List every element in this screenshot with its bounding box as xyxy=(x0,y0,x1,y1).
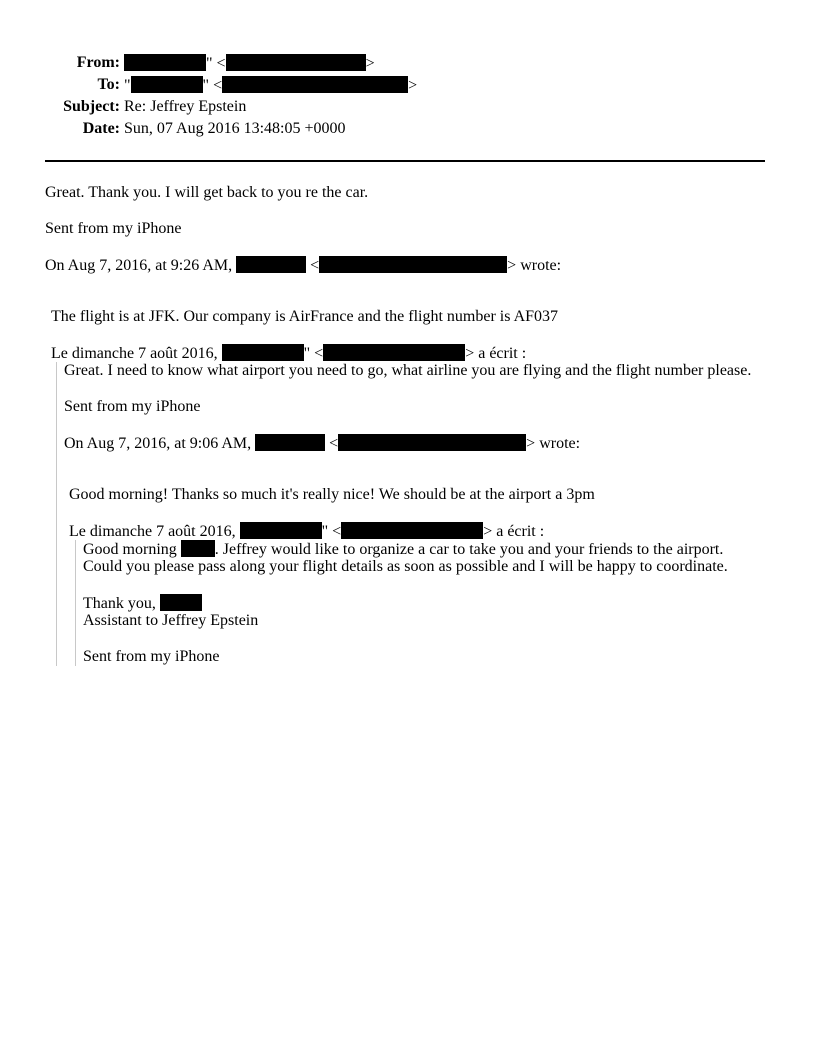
quote-attribution-3: On Aug 7, 2016, at 9:06 AM, < > wrote: xyxy=(64,435,581,452)
quote-attribution-1: On Aug 7, 2016, at 9:26 AM, < > wrote: xyxy=(45,257,562,274)
date-label: Date: xyxy=(82,120,120,137)
from-value: " < > xyxy=(124,54,375,73)
redacted-from-email xyxy=(226,54,366,71)
subject-label: Subject: xyxy=(63,98,120,115)
redacted-assistant-name xyxy=(160,594,202,611)
redacted-sender-name xyxy=(255,434,325,451)
redacted-sender-email xyxy=(341,522,483,539)
quote3-text: Good morning! Thanks so much it's really nice! We should be at the airport a 3pm xyxy=(69,486,595,503)
to-value: " " < > xyxy=(124,77,418,94)
redacted-sender-email xyxy=(323,344,465,361)
quote4-greeting: Good morning . Jeffrey would like to organize a car to take you and your friends to the airport. xyxy=(83,541,724,558)
redacted-from-name xyxy=(124,54,206,71)
quote-bar-level-2 xyxy=(56,362,57,666)
date-value: Sun, 07 Aug 2016 13:48:05 +0000 xyxy=(124,120,346,137)
reply-text: Great. Thank you. I will get back to you re the car. xyxy=(45,184,369,201)
redacted-recipient-name xyxy=(181,540,215,557)
quote-attribution-2: Le dimanche 7 août 2016, " < > a écrit : xyxy=(51,345,527,362)
quote4-signature: Sent from my iPhone xyxy=(83,648,220,665)
header-divider xyxy=(45,160,765,162)
quote-attribution-4: Le dimanche 7 août 2016, " < > a écrit : xyxy=(69,523,545,540)
redacted-sender-name xyxy=(240,522,322,539)
subject-value: Re: Jeffrey Epstein xyxy=(124,98,247,115)
quote-bar-level-3 xyxy=(75,540,76,666)
from-label: From: xyxy=(76,54,120,71)
quote1-text: The flight is at JFK. Our company is AirFrance and the flight number is AF037 xyxy=(51,308,559,325)
redacted-to-email xyxy=(222,76,408,93)
redacted-sender-email xyxy=(319,256,507,273)
quote2-signature: Sent from my iPhone xyxy=(64,398,201,415)
redacted-sender-email xyxy=(338,434,526,451)
quote4-thanks: Thank you, xyxy=(83,594,202,613)
to-label: To: xyxy=(97,76,120,93)
reply-signature: Sent from my iPhone xyxy=(45,220,182,237)
quote4-title: Assistant to Jeffrey Epstein xyxy=(83,612,259,629)
quote4-line2: Could you please pass along your flight details as soon as possible and I will be happy to coordinate. xyxy=(83,558,728,575)
redacted-sender-name xyxy=(222,344,304,361)
redacted-sender-name xyxy=(236,256,306,273)
redacted-to-name xyxy=(131,76,203,93)
quote2-text: Great. I need to know what airport you need to go, what airline you are flying and the flight number please. xyxy=(64,362,752,379)
